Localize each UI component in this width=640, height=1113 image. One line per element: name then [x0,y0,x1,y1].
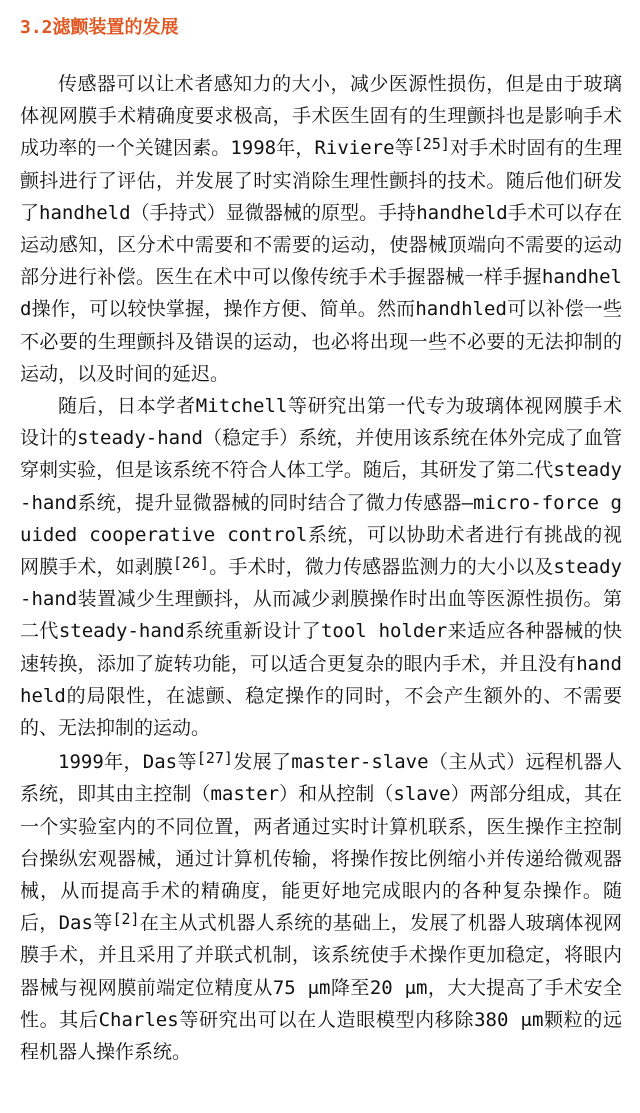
paragraph-3 [20,746,622,1068]
paragraph-2-text-a: 随后，日本学者Mitchell等研究出第一代专为玻璃体视网膜手术设计的steady-hand（稳定手）系统，并使用该系统在体外完成了血管穿刺实验，但是该系统不符合人体工学。随后，其研发了第二代steady-hand系统，提升显微器械的同时结合了微力传感器—micro-force guided cooperative control系统，可以协助术者进行有挑战的视网膜手术，如剥膜 [20,395,622,579]
paragraph-2-text-b: 。手术时，微力传感器监测力的大小以及steady-hand装置减少生理颤抖，从而减少剥膜操作时出血等医源性损伤。第二代steady-hand系统重新设计了tool holder来适应各种器械的快速转换，添加了旋转功能，可以适合更复杂的眼内手术，并且没有handheld的局限性，在滤颤、稳定操作的同时，不会产生额外的、不需要的、无法抑制的运动。 [20,556,622,740]
citation-2[interactable]: [2] [112,910,140,929]
paragraph-2 [20,390,622,744]
paragraph-1-text-b: 对手术时固有的生理颤抖进行了评估，并发展了时实消除生理性颤抖的技术。随后他们研发了handheld（手持式）显微器械的原型。手持handheld手术可以存在运动感知，区分术中需要和不需要的运动，使器械顶端向不需要的运动部分进行补偿。医生在术中可以像传统手术手握器械一样手握handheld操作，可以较快掌握，操作方便、简单。然而handhled可以补偿一些不必要的生理颤抖及错误的运动，也必将出现一些不必要的无法抑制的运动，以及时间的延迟。 [20,137,622,385]
paragraph-1-text-a: 传感器可以让术者感知力的大小，减少医源性损伤，但是由于玻璃体视网膜手术精确度要求极高，手术医生固有的生理颤抖也是影响手术成功率的一个关键因素。1998年，Riviere等 [20,73,622,160]
citation-25[interactable]: [25] [413,135,450,154]
paragraph-3-text-c: 在主从式机器人系统的基础上，发展了机器人玻璃体视网膜手术，并且采用了并联式机制，该系统使手术操作更加稳定，将眼内器械与视网膜前端定位精度从75 μm降至20 μm，大大提高了手术安全性。其后Charles等研究出可以在人造眼模型内移除380 μm颗粒的远程机器人操作系统。 [20,912,622,1064]
paragraph-1 [20,68,622,390]
citation-27[interactable]: [27] [196,749,233,768]
section-title: 3.2滤颤装置的发展 [20,17,179,38]
paragraph-3-text-b: 发展了master-slave（主从式）远程机器人系统，即其由主控制（master）和从控制（slave）两部分组成，其在一个实验室内的不同位置，两者通过实时计算机联系，医生操作主控制台操纵宏观器械，通过计算机传输，将操作按比例缩小并传递给微观器械，从而提高手术的精确度，能更好地完成眼内的各种复杂操作。随后，Das等 [20,751,622,935]
paragraph-3-text-a: 1999年，Das等 [58,751,197,774]
citation-26[interactable]: [26] [172,553,210,572]
document [20,12,622,1068]
